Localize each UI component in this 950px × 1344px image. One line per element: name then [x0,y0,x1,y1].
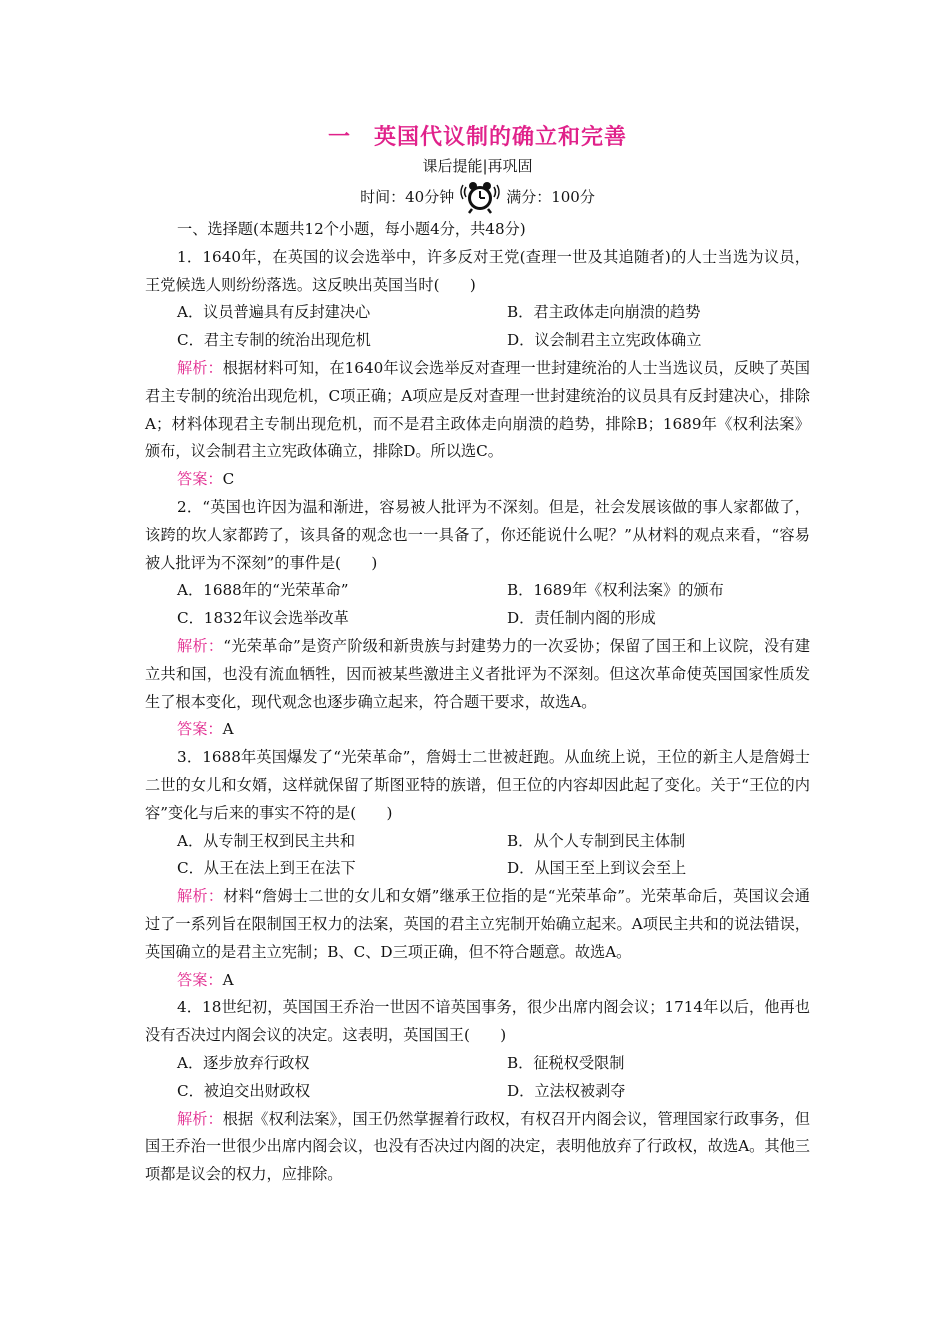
answer-label: 答案： [177,720,223,739]
alarm-clock-icon [460,179,500,215]
answer [145,466,810,494]
analysis-label: 解析： [177,636,224,655]
analysis-text: 根据《权利法案》，国王仍然掌握着行政权，有权召开内阁会议，管理国家行政事务，但国王乔治一世很少出席内阁会议，也没有否决过内阁的决定，表明他放弃了行政权，故选A。其他三项都是议会的权力，应排除。 [145,1109,810,1184]
page-title: 一 英国代议制的确立和完善 [327,124,627,150]
option-c: C．从王在法上到王在法下 [177,859,356,878]
option-b: B．征税权受限制 [507,1053,625,1072]
option-b: B．从个人专制到民主体制 [507,831,686,850]
analysis [145,633,810,716]
answer [145,967,810,995]
option-d: D．从国王至上到议会至上 [507,859,687,878]
question-stem: 3．1688年英国爆发了“光荣革命”，詹姆士二世被赶跑。从血统上说，王位的新主人是詹姆士二世的女儿和女婿，这样就保留了斯图亚特的族谱，但王位的内容却因此起了变化。关于“王位的内容”变化与后来的事实不符的是( ) [145,748,810,822]
option-grid [145,299,810,355]
answer-value: A [222,970,234,989]
option-b: B．君主政体走向崩溃的趋势 [507,303,701,322]
document-page [145,120,810,1189]
option-a: A．1688年的“光荣革命” [177,581,349,600]
option-c: C．1832年议会选举改革 [177,609,349,628]
question-stem: 1．1640年，在英国的议会选举中，许多反对王党(查理一世及其追随者)的人士当选为议员，王党候选人则纷纷落选。这反映出英国当时( ) [145,247,810,294]
answer-label: 答案： [177,970,223,989]
option-c: C．被迫交出财政权 [177,1081,311,1100]
option-grid [145,577,810,633]
analysis-label: 解析： [177,1109,223,1128]
answer [145,716,810,744]
option-d: D．立法权被剥夺 [507,1081,626,1100]
answer-label: 答案： [177,470,223,489]
analysis-text: 材料“詹姆士二世的女儿和女婿”继承王位指的是“光荣革命”。光荣革命后，英国议会通过了一系列旨在限制国王权力的法案，英国的君主立宪制开始确立起来。A项民主共和的说法错误，英国确立的是君主立宪制；B、C、D三项正确，但不符合题意。故选A。 [145,887,810,961]
time-score-row [145,178,810,216]
analysis [145,883,810,966]
option-a: A．逐步放弃行政权 [177,1053,310,1072]
answer-value: C [222,470,235,489]
option-grid [145,1050,810,1106]
option-a: A．从专制王权到民主共和 [177,831,356,850]
option-a: A．议员普遍具有反封建决心 [177,303,371,322]
analysis-text: “光荣革命”是资产阶级和新贵族与封建势力的一次妥协；保留了国王和上议院，没有建立共和国，也没有流血牺牲，因而被某些激进主义者批评为不深刻。但这次革命使英国国家性质发生了根本变化，现代观念也逐步确立起来，符合题干要求，故选A。 [145,636,811,711]
option-c: C．君主专制的统治出现危机 [177,331,371,350]
option-d: D．议会制君主立宪政体确立 [507,331,702,350]
option-d: D．责任制内阁的形成 [507,609,656,628]
time-label: 时间：40分钟 [360,188,455,206]
page-subtitle: 课后提能|再巩固 [422,157,533,175]
analysis [145,1106,810,1189]
analysis [145,355,810,466]
option-grid [145,828,810,884]
analysis-label: 解析： [177,887,224,906]
section-heading: 一、选择题(本题共12个小题，每小题4分，共48分) [177,220,526,238]
score-label: 满分：100分 [506,188,595,206]
question-stem: 2．“英国也许因为温和渐进，容易被人批评为不深刻。但是，社会发展该做的事人家都做了，该跨的坎人家都跨了，该具备的观念也一一具备了，你还能说什么呢？”从材料的观点来看，“容易被人批评为不深刻”的事件是( ) [145,497,810,572]
analysis-label: 解析： [177,358,223,377]
analysis-text: 根据材料可知，在1640年议会选举反对查理一世封建统治的人士当选议员，反映了英国君主专制的统治出现危机，C项正确；A项应是反对查理一世封建统治的议员具有反封建决心，排除A；材料体现君主专制出现危机，而不是君主政体走向崩溃的趋势，排除B；1689年《权利法案》颁布，议会制君主立宪政体确立，排除D。所以选C。 [145,358,810,461]
answer-value: A [222,720,234,739]
question-stem: 4．18世纪初，英国国王乔治一世因不谙英国事务，很少出席内阁会议；1714年以后，他再也没有否决过内阁会议的决定。这表明，英国国王( ) [145,998,810,1045]
option-b: B．1689年《权利法案》的颁布 [507,581,724,600]
